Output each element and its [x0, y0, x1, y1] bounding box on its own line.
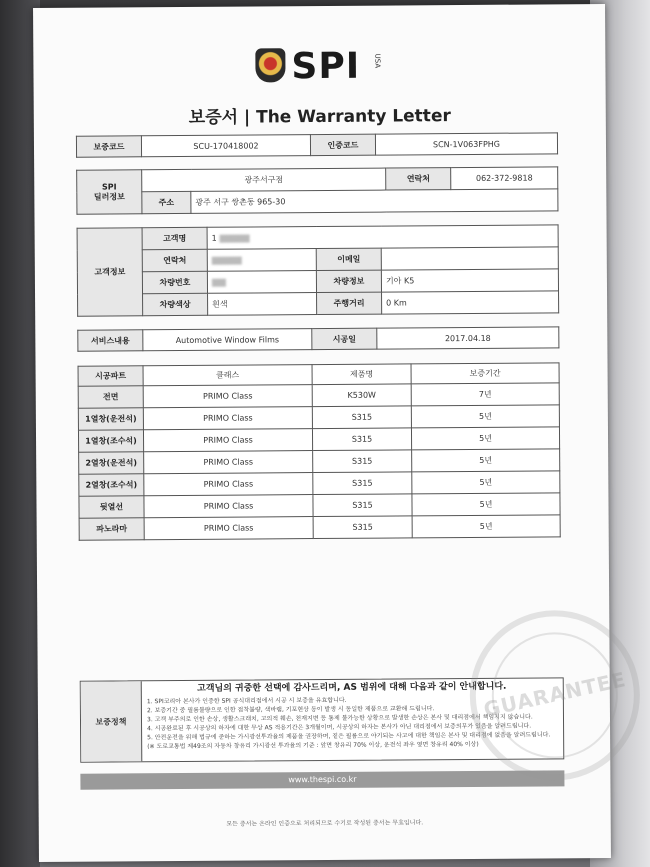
part-product: S315 [312, 428, 411, 451]
part-product: S315 [313, 472, 412, 495]
part-name: 2열창(조수석) [79, 474, 144, 496]
redacted-phone [212, 256, 242, 264]
part-class: PRIMO Class [144, 495, 313, 518]
part-period: 5년 [411, 405, 559, 428]
part-name: 1열창(조수석) [78, 430, 143, 452]
customer-car-label: 차량정보 [316, 270, 381, 292]
stamp-text: GUARANTEE [481, 667, 629, 722]
parts-header-part: 시공파트 [78, 366, 143, 386]
table-row [79, 515, 560, 540]
part-name: 1열창(운전석) [78, 408, 143, 430]
customer-phone-label: 연락처 [142, 249, 207, 271]
policy-item: 1. SPI코리아 본사가 인증한 SPI 공식대리점에서 시공 시 보증을 유효합니다. [146, 696, 347, 706]
customer-mileage: 0 Km [382, 291, 559, 314]
policy-heading: 고객님의 귀중한 선택에 감사드리며, AS 범위에 대해 다음과 같이 안내합니다. [197, 681, 507, 694]
dealer-address-label: 주소 [142, 191, 191, 213]
parts-header-class: 클래스 [143, 365, 312, 386]
customer-car: 기아 K5 [381, 269, 558, 292]
policy-label: 보증정책 [81, 681, 143, 761]
part-class: PRIMO Class [143, 385, 312, 408]
dealer-branch: 광주서구점 [142, 168, 386, 192]
dealer-label: SPI 딜러정보 [77, 170, 142, 214]
part-product: S315 [313, 516, 412, 539]
customer-table [77, 224, 560, 316]
part-period: 7년 [411, 383, 559, 406]
parts-table [78, 362, 561, 540]
part-product: S315 [312, 406, 411, 429]
spi-logo [255, 47, 395, 92]
part-product: K530W [312, 384, 411, 407]
cert-code-label: 인증코드 [310, 134, 375, 155]
warranty-document [33, 4, 629, 862]
service-date-label: 시공일 [312, 328, 377, 349]
part-name: 2열창(운전석) [79, 452, 144, 474]
footer-note: 모든 증서는 온라인 인증으로 처리되므로 수기로 작성된 증서는 무효입니다. [226, 819, 424, 828]
customer-name-label: 고객명 [142, 227, 207, 249]
part-class: PRIMO Class [144, 517, 313, 540]
part-class: PRIMO Class [143, 407, 312, 430]
customer-phone [207, 249, 316, 272]
part-period: 5년 [412, 471, 560, 494]
policy-item: 3. 고객 부주의로 인한 손상, 생활스크래치, 고의적 훼손, 천재지변 등 통제 불가능한 상황으로 발생한 손상은 본사 및 대리점에서 책임지지 않습니다. [146, 713, 533, 724]
policy-item: 5. 안전운전을 위해 법규에 준하는 가시광선투과율의 제품을 권장하며, 짙은 필름으로 야기되는 사고에 대한 책임은 본사 및 대리점에 없음을 알려드립니다. (※ 도로교통법 제49조의 자동차 창유리 가시광선 투과율의 기준 : 앞면 창유리 70% 이상, 운전석 좌우 옆면 창유리 40% 이상) [147, 731, 551, 751]
customer-mileage-label: 주행거리 [317, 292, 382, 314]
customer-plate-label: 차량번호 [142, 271, 207, 293]
part-name: 전면 [78, 386, 143, 408]
part-product: S315 [313, 494, 412, 517]
part-class: PRIMO Class [143, 429, 312, 452]
customer-color: 흰색 [208, 293, 317, 316]
service-value: Automotive Window Films [143, 329, 312, 351]
warranty-code-label: 보증코드 [76, 136, 141, 157]
logo-usa: USA [373, 53, 382, 69]
customer-email [381, 247, 558, 270]
customer-plate [207, 271, 316, 294]
part-class: PRIMO Class [144, 473, 313, 496]
redacted-plate [212, 278, 226, 286]
parts-header-period: 보증기간 [411, 363, 559, 384]
part-class: PRIMO Class [144, 451, 313, 474]
dealer-contact: 062-372-9818 [451, 167, 558, 190]
dealer-address: 광주 서구 쌍촌동 965-30 [191, 189, 558, 214]
part-period: 5년 [412, 493, 560, 516]
parts-header-product: 제품명 [312, 364, 411, 385]
part-period: 5년 [411, 427, 559, 450]
policy-item: 2. 보증기간 중 필름불량으로 인한 접착불량, 색바램, 기포현상 등이 발생 시 동일한 제품으로 교환해 드립니다. [146, 705, 435, 715]
part-name: 파노라마 [79, 518, 144, 540]
policy-item: 4. 시공완료된 후 시공상의 하자에 대한 무상 AS 적용기간은 3개월이며, 시공상의 하자는 본사가 아닌 대리점에서 보증의무가 있음을 알려드립니다. [147, 722, 532, 733]
part-name: 뒷열선 [79, 496, 144, 518]
spi-badge-icon [255, 48, 285, 82]
part-product: S315 [313, 450, 412, 473]
dealer-contact-label: 연락처 [386, 168, 451, 190]
part-period: 5년 [412, 515, 560, 538]
guarantee-stamp [469, 610, 640, 781]
service-table [77, 326, 559, 351]
customer-color-label: 차량색상 [143, 293, 208, 315]
customer-label: 고객정보 [77, 228, 143, 316]
cert-code: SCN-1V063FPHG [375, 133, 557, 155]
redacted-name [219, 234, 249, 242]
dealer-table [76, 166, 558, 214]
service-label: 서비스내용 [78, 330, 143, 351]
customer-email-label: 이메일 [316, 248, 381, 270]
service-date: 2017.04.18 [377, 327, 559, 349]
logo-text: SPI [291, 45, 361, 88]
part-period: 5년 [412, 449, 560, 472]
footer-url-bar: www.thespi.co.kr [80, 770, 564, 789]
customer-name: 1 [207, 225, 558, 249]
warranty-code: SCU-170418002 [141, 135, 310, 157]
codes-table [76, 132, 558, 157]
page-title: 보증서 | The Warranty Letter [188, 106, 451, 128]
